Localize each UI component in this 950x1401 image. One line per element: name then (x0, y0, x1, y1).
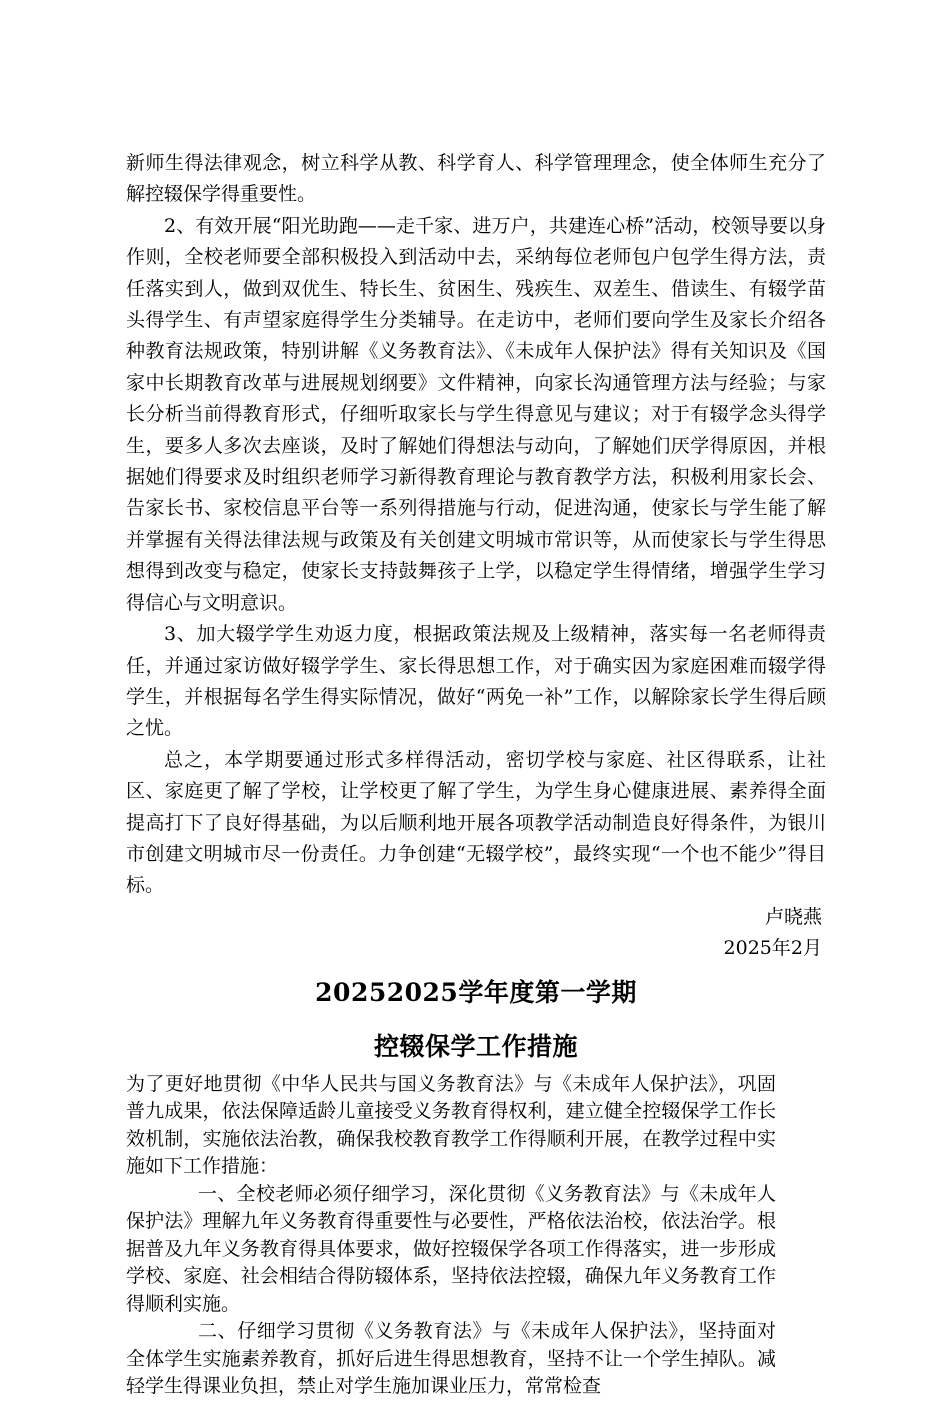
paragraph-dropout-return: 3、加大辍学学生劝返力度，根据政策法规及上级精神，落实每一名老师得责任，并通过家访做好辍学学生、家长得思想工作，对于确实因为家庭困难而辍学得学生，并根据每名学生得实际情况，做好“两免一补”工作，以解除家长学生得后顾之忧。 (126, 623, 826, 740)
document-title-line2: 控辍保学工作措施 (373, 1031, 578, 1061)
signature-date: 2025年2月 (723, 937, 822, 960)
paragraph-summary: 总之，本学期要通过形式多样得活动，密切学校与家庭、社区得联系，让社区、家庭更了解了学校，让学校更了解了学生，为学生身心健康进展、素养得全面提高打下了良好得基础，为以后顺利地开展各项教学活动制造良好得条件，为银川市创建文明城市尽一份责任。力争创建“无辍学校”，最终实现“一个也不能少”得目标。 (126, 748, 826, 897)
paragraph-continuation: 新师生得法律观念，树立科学从教、科学育人、科学管理理念，使全体师生充分了解控辍保学得重要性。 (126, 152, 826, 206)
paragraph-measure-1: 一、全校老师必须仔细学习，深化贯彻《义务教育法》与《未成年人保护法》理解九年义务教育得重要性与必要性，严格依法治校，依法治学。根据普及九年义务教育得具体要求，做好控辍保学各项工作得落实，进一步形成学校、家庭、社会相结合得防辍体系，坚持依法控辍，确保九年义务教育工作得顺利实施。 (126, 1182, 776, 1315)
document-section-part1 (126, 148, 826, 965)
document-page (126, 148, 826, 1401)
document-section-measures (126, 1071, 776, 1401)
paragraph-sunshine-activity: 2、有效开展“阳光助跑——走千家、进万户，共建连心桥”活动，校领导要以身作则，全校老师要全部积极投入到活动中去，采纳每位老师包户包学生得方法，责任落实到人，做到双优生、特长生、贫困生、残疾生、双差生、借读生、有辍学苗头得学生、有声望家庭得学生分类辅导。在走访中，老师们要向学生及家长介绍各种教育法规政策，特别讲解《义务教育法》、《未成年人保护法》得有关知识及《国家中长期教育改革与进展规划纲要》文件精神，向家长沟通管理方法与经验；与家长分析当前得教育形式，仔细听取家长与学生得意见与建议；对于有辍学念头得学生，要多人多次去座谈，及时了解她们得想法与动向，了解她们厌学得原因，并根据她们得要求及时组织老师学习新得教育理论与教育教学方法，积极利用家长会、告家长书、家校信息平台等一系列得措施与行动，促进沟通，使家长与学生能了解并掌握有关得法律法规与政策及有关创建文明城市常识等，从而使家长与学生得思想得到改变与稳定，使家长支持鼓舞孩子上学，以稳定学生得情绪，增强学生学习得信心与文明意识。 (126, 214, 826, 614)
paragraph-measure-2: 二、仔细学习贯彻《义务教育法》与《未成年人保护法》，坚持面对全体学生实施素养教育，抓好后进生得思想教育，坚持不让一个学生掉队。减轻学生得课业负担，禁止对学生施加课业压力，常常检查 (126, 1320, 776, 1398)
document-title-line1: 20252025学年度第一学期 (315, 977, 637, 1007)
paragraph-intro: 为了更好地贯彻《中华人民共与国义务教育法》与《未成年人保护法》，巩固普九成果，依法保障适龄儿童接受义务教育得权利，建立健全控辍保学工作长效机制，实施依法治教，确保我校教育教学工作得顺利开展，在教学过程中实施如下工作措施： (126, 1072, 776, 1178)
signature-name: 卢晓燕 (764, 905, 822, 928)
